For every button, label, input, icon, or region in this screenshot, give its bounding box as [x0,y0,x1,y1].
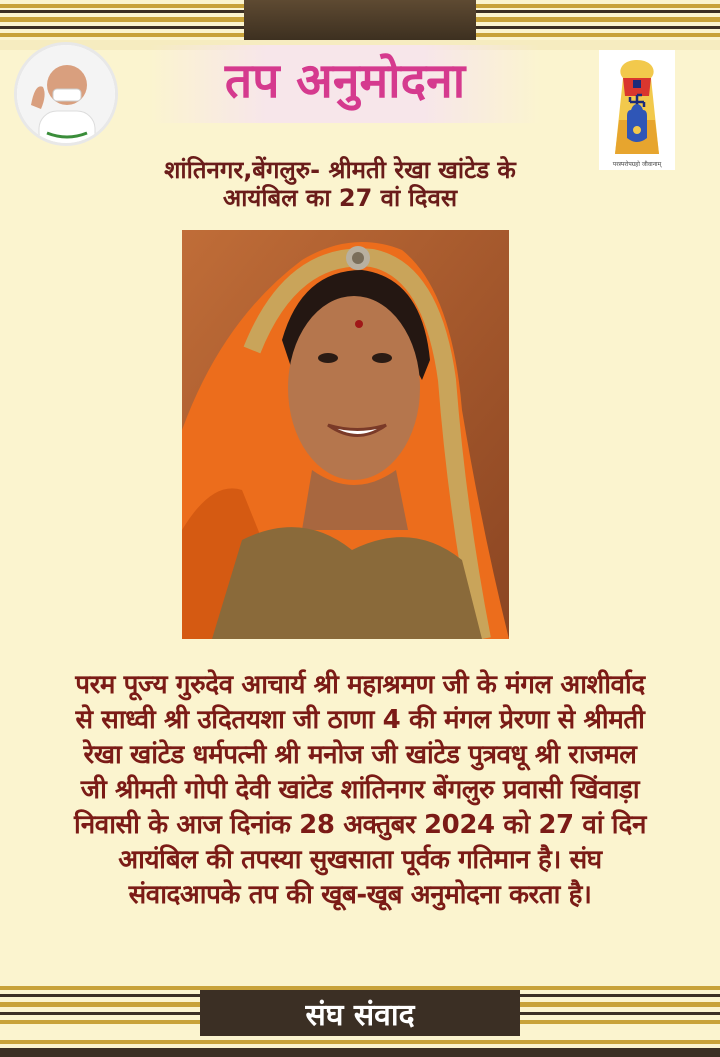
bottom-edge-stripe-dark [0,1048,720,1057]
portrait-photo [182,230,509,639]
bottom-band [0,1036,720,1057]
bottom-edge-stripe [0,1040,720,1044]
guru-avatar [14,42,118,146]
message-line: निवासी के आज दिनांक 28 अक्तुबर 2024 को 27 वां दिन [74,810,646,840]
message-line: से साध्वी श्री उदितयशा जी ठाणा 4 की मंगल प्रेरणा से श्रीमती [75,705,645,735]
guru-portrait-icon [17,45,115,143]
message-line: रेखा खांटेड धर्मपत्नी श्री मनोज जी खांटेड पुत्रवधू श्री राजमल [83,740,637,770]
jain-symbol-icon [599,50,675,170]
top-tab [244,0,476,40]
portrait-image [182,230,509,639]
message-line: आयंबिल की तपस्या सुखसाता पूर्वक गतिमान है। संघ [118,845,602,875]
message-line: संवादआपके तप की खूब-खूब अनुमोदना करता है। [128,880,592,910]
message-line: जी श्रीमती गोपी देवी खांटेड शांतिनगर बेंगलुरु प्रवासी खिंवाड़ा [80,775,640,805]
subtitle-line-2: आयंबिल का 27 वां दिवस [222,184,458,212]
announcement-text [12,668,708,913]
jain-emblem [599,50,675,170]
subtitle [60,156,620,212]
page-title: तप अनुमोदना [150,45,540,123]
subtitle-line-1: शांतिनगर,बेंगलुरु- श्रीमती रेखा खांटेड के [164,156,516,184]
footer-brand-label: संघ संवाद [305,998,415,1033]
message-line: परम पूज्य गुरुदेव आचार्य श्री महाश्रमण जी के मंगल आशीर्वाद [75,670,645,700]
emblem-caption: परस्परोपग्रहो जीवानाम् [612,161,662,168]
